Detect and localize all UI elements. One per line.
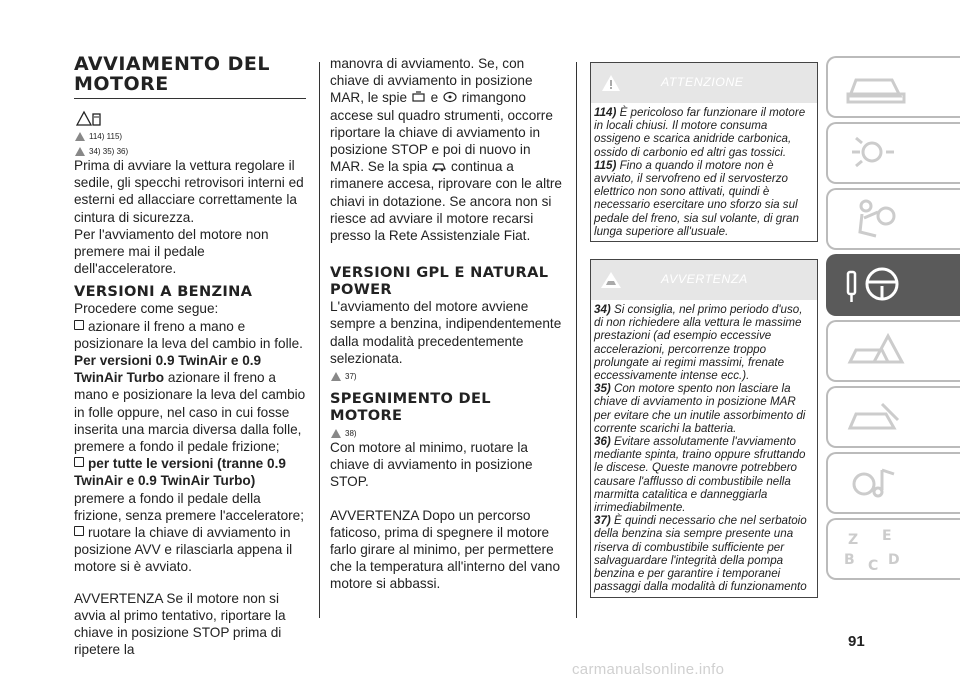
- paragraph: L'avviamento del motore avviene sempre a benzina, indipendentemente dalla modalità precedentemente selezionata.: [330, 299, 562, 366]
- column-divider: [319, 62, 320, 618]
- section-title-spegnimento: SPEGNIMENTO DEL MOTORE: [330, 390, 491, 425]
- car-key-warning-icon: [431, 160, 447, 172]
- reference-number: 38): [345, 429, 357, 439]
- svg-text:B: B: [844, 552, 855, 568]
- paragraph: AVVERTENZA Se il motore non si avvia al primo tentativo, riportare la chiave in posizione STOP prima di ripetere la: [74, 590, 286, 658]
- tab-safety[interactable]: [826, 122, 960, 184]
- section-title-avviamento: AVVIAMENTO DEL MOTORE: [74, 53, 270, 95]
- warning-triangle-icon: [74, 131, 86, 142]
- list-item: ruotare la chiave di avviamento in posizione AVV e rilasciarla appena il motore si è avviato.: [74, 525, 293, 575]
- list-item: Per versioni 0.9 TwinAir e 0.9 TwinAir Turbo azionare il freno a mano e posizionare la leva del cambio in folle oppure, nel caso in cui fosse inserita una marcia diversa dalla folle, premere a fondo il pedale frizione;: [74, 353, 306, 455]
- caution-item: 35) Con motore spento non lasciare la chiave di avviamento in posizione MAR per evitare che un inutile assorbimento di corrente scarichi la batteria.: [594, 382, 806, 435]
- attenzione-box: [590, 62, 818, 242]
- warning-item: 115) Fino a quando il motore non è avviato, il servofreno ed il servosterzo elettrico non sono attivati, quindi è necessario esercitare uno sforzo sia sul pedale del freno, sia sul volante, di gran lunga superiore all'usuale.: [594, 158, 799, 238]
- list-item: per tutte le versioni (tranne 0.9 TwinAir e 0.9 TwinAir Turbo) premere a fondo il pedale della frizione, senza premere l'acceleratore;: [74, 456, 305, 523]
- box-title: AVVERTENZA: [661, 272, 748, 287]
- music-gear-icon: [842, 460, 912, 506]
- caution-item: 36) Evitare assolutamente l'avviamento mediante spinta, traino oppure sfruttando le discese. Queste manovre potrebbero causare l'afflusso di combustibile nella marmitta catalitica e danneggiarla irrimediabilmente.: [594, 435, 806, 515]
- tab-multimedia[interactable]: [826, 452, 960, 514]
- key-steering-icon: [842, 262, 912, 308]
- svg-text:Z: Z: [848, 532, 859, 548]
- reference-numbers: 34) 35) 36): [89, 147, 129, 156]
- title-underline: [74, 98, 306, 99]
- immobilizer-icon: [442, 91, 458, 103]
- tab-index[interactable]: [826, 518, 960, 580]
- column-1: [74, 54, 306, 658]
- reference-number: 37): [345, 372, 357, 382]
- caution-item: 34) Si consiglia, nel primo periodo d'uso, di non richiedere alla vettura le massime prestazioni (ad esempio eccessive accelerazioni, percorrenze troppo prolungate ai regimi massimi, frenate eccessivamente intense ecc.).: [594, 303, 803, 383]
- page-number: 91: [848, 633, 865, 650]
- column-3: [590, 62, 818, 598]
- svg-text:C: C: [868, 558, 879, 572]
- watermark: carmanualsonline.info: [572, 661, 725, 678]
- paragraph: Con motore al minimo, ruotare la chiave di avviamento in posizione STOP.: [330, 440, 533, 490]
- fuel-warning-icon: [74, 109, 102, 127]
- engine-warning-icon: [411, 91, 427, 103]
- paragraph: Per l'avviamento del motore non premere mai il pedale dell'acceleratore.: [74, 226, 269, 277]
- paragraph: Procedere come segue:: [74, 301, 219, 317]
- bullet-square-icon: [74, 320, 84, 330]
- caution-item: 37) È quindi necessario che nel serbatoio della benzina sia sempre presente una riserva di combustibile sufficiente per salvaguardare l'integrità della pompa benzina e per garantire i temporanei passaggi dalla modalità di funzionamento: [594, 514, 807, 594]
- warning-item: 114) È pericoloso far funzionare il motore in locali chiusi. Il motore consuma ossigeno e scarica anidride carbonica, ossido di carbonio ed altri gas tossici.: [594, 106, 806, 159]
- chapter-tabs: [826, 56, 960, 584]
- paragraph: Prima di avviare la vettura regolare il sedile, gli specchi retrovisori interni ed esterni ed allacciare correttamente la cintura di sicurezza.: [74, 158, 304, 225]
- tab-maintenance[interactable]: [826, 386, 960, 448]
- wrench-car-icon: [842, 394, 912, 440]
- bullet-square-icon: [74, 457, 84, 467]
- tab-starting-driving[interactable]: [826, 254, 960, 316]
- section-title-gpl: VERSIONI GPL E NATURAL POWER: [330, 264, 549, 299]
- section-title-benzina: VERSIONI A BENZINA: [74, 283, 253, 301]
- lights-icon: [842, 130, 912, 176]
- paragraph: AVVERTENZA Dopo un percorso faticoso, prima di spegnere il motore farlo girare al minimo, per permettere che la temperatura all'interno del vano motore si abbassi.: [330, 507, 561, 592]
- airbag-icon: [842, 196, 912, 242]
- avvertenza-box: [590, 259, 818, 597]
- svg-text:D: D: [888, 552, 900, 568]
- caution-car-icon: [600, 271, 622, 289]
- box-title: ATTENZIONE: [661, 75, 744, 90]
- column-divider: [576, 62, 577, 618]
- tab-dashboard[interactable]: [826, 56, 960, 118]
- warning-road-icon: [842, 328, 912, 374]
- svg-text:E: E: [882, 528, 892, 544]
- paragraph: manovra di avviamento. Se, con chiave di avviamento in posizione MAR, le spie e rimangono accese sul quadro strumenti, occorre riportare la chiave di avviamento in posizione STOP e poi di nuovo in MAR. Se la spia continua a rimanere accesa, riprovare con le altre chiavi in dotazione. Se ancora non si riesce ad avviare il motore recarsi presso la Rete Assistenziale Fiat.: [330, 56, 562, 244]
- caution-car-icon: [330, 371, 342, 382]
- caution-car-icon: [330, 428, 342, 439]
- list-item: azionare il freno a mano e posizionare la leva del cambio in folle.: [74, 318, 303, 351]
- reference-numbers: 114) 115): [89, 132, 123, 141]
- tab-emergency[interactable]: [826, 320, 960, 382]
- caution-car-icon: [74, 146, 86, 157]
- warning-triangle-icon: [601, 74, 621, 92]
- bullet-square-icon: [74, 526, 84, 536]
- index-letters-icon: [842, 526, 912, 572]
- column-2: [330, 55, 566, 593]
- tab-airbag[interactable]: [826, 188, 960, 250]
- car-icon: [842, 64, 912, 110]
